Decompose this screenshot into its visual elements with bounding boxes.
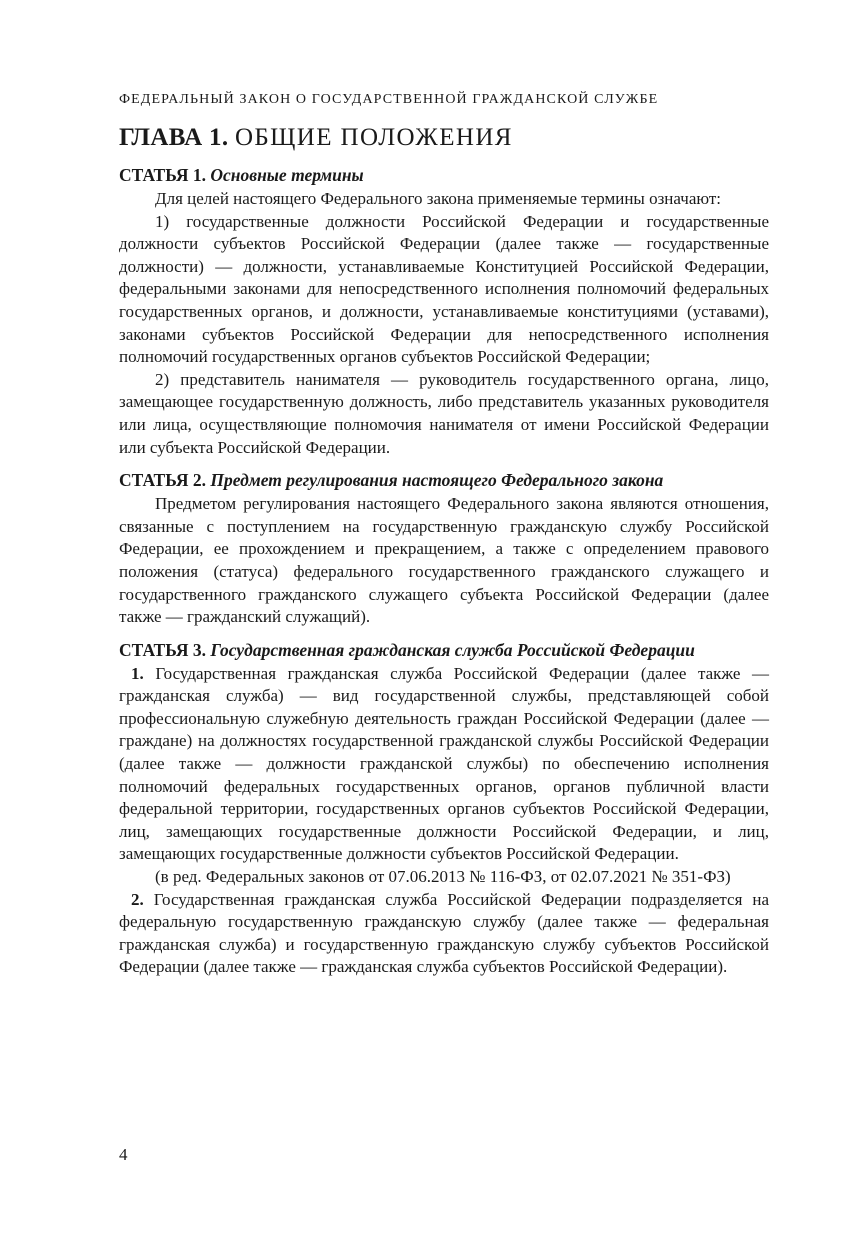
amendment-note: (в ред. Федеральных законов от 07.06.2013 № 116-ФЗ, от 02.07.2021 № 351-ФЗ): [155, 867, 731, 887]
article-number: СТАТЬЯ 2.: [119, 470, 206, 491]
article-number: СТАТЬЯ 1.: [119, 165, 206, 185]
article-2-heading: [119, 469, 769, 492]
article-1-heading: [119, 164, 769, 187]
article-3-heading: [119, 639, 769, 662]
item-text: Государственная гражданская служба Российской Федерации (далее также — гражданская служба) — вид государственной службы, представляющей собой профессиональную служебную деятельность граждан Российской Федерации (далее — граждане) на должностях государственной гражданской службы Российской Федерации (далее также — должности гражданской службы) по обеспечению исполнения полномочий федеральных государственных органов, органов публичной власти федеральной территории, государственных органов субъектов Российской Федерации, лиц, замещающих государственные должности Российской Федерации, и лиц, замещающих государственные должности субъектов Российской Федерации.: [119, 663, 770, 864]
article-title: Государственная гражданская служба Российской Федерации: [210, 639, 695, 660]
article-2-paragraph: Предметом регулирования настоящего Федерального закона являются отношения, связанные с поступлением на государственную гражданскую службу Российской Федерации, ее прохождением и прекращением, а также с определением правового положения (статуса) федерального государственного гражданского служащего и государственного гражданского служащего субъекта Российской Федерации (далее также — гражданский служащий).: [119, 494, 769, 627]
article-number: СТАТЬЯ 3.: [119, 639, 206, 660]
running-head: ФЕДЕРАЛЬНЫЙ ЗАКОН О ГОСУДАРСТВЕННОЙ ГРАЖДАНСКОЙ СЛУЖБЕ: [119, 92, 659, 107]
chapter-name: ОБЩИЕ ПОЛОЖЕНИЯ: [234, 124, 513, 151]
item-text: Государственная гражданская служба Российской Федерации подразделяется на федеральную государственную гражданскую службу (далее также — федеральная гражданская служба) и государственную гражданскую службу субъектов Российской Федерации (далее также — гражданская служба субъектов Российской Федерации).: [119, 889, 770, 977]
item-number: 2.: [131, 889, 144, 909]
item-number: 1.: [131, 663, 144, 683]
chapter-title: [119, 122, 769, 154]
article-title: Основные термины: [210, 165, 364, 185]
page-number: 4: [119, 1145, 128, 1164]
page-content: [119, 122, 769, 979]
article-title: Предмет регулирования настоящего Федерального закона: [210, 470, 664, 491]
article-1-paragraph: 2) представитель нанимателя — руководитель государственного органа, лицо, замещающее государственную должность, либо представитель указанных руководителя или лица, осуществляющие полномочия нанимателя от имени Российской Федерации или субъекта Российской Федерации.: [119, 369, 769, 457]
article-1-paragraph: 1) государственные должности Российской Федерации и государственные должности субъектов Российской Федерации (далее также — государственные должности) — должности, устанавливаемые Конституцией Российской Федерации, федеральными законами для непосредственного исполнения полномочий федеральных государственных органов, и должности, устанавливаемые конституциями (уставами), законами субъектов Российской Федерации для непосредственного исполнения полномочий государственных органов субъектов Российской Федерации;: [119, 211, 769, 367]
chapter-number: ГЛАВА 1.: [119, 124, 229, 151]
article-1-paragraph: Для целей настоящего Федерального закона применяемые термины означают:: [155, 189, 721, 208]
article-3-item: [119, 889, 769, 979]
article-3-item: [119, 663, 769, 866]
